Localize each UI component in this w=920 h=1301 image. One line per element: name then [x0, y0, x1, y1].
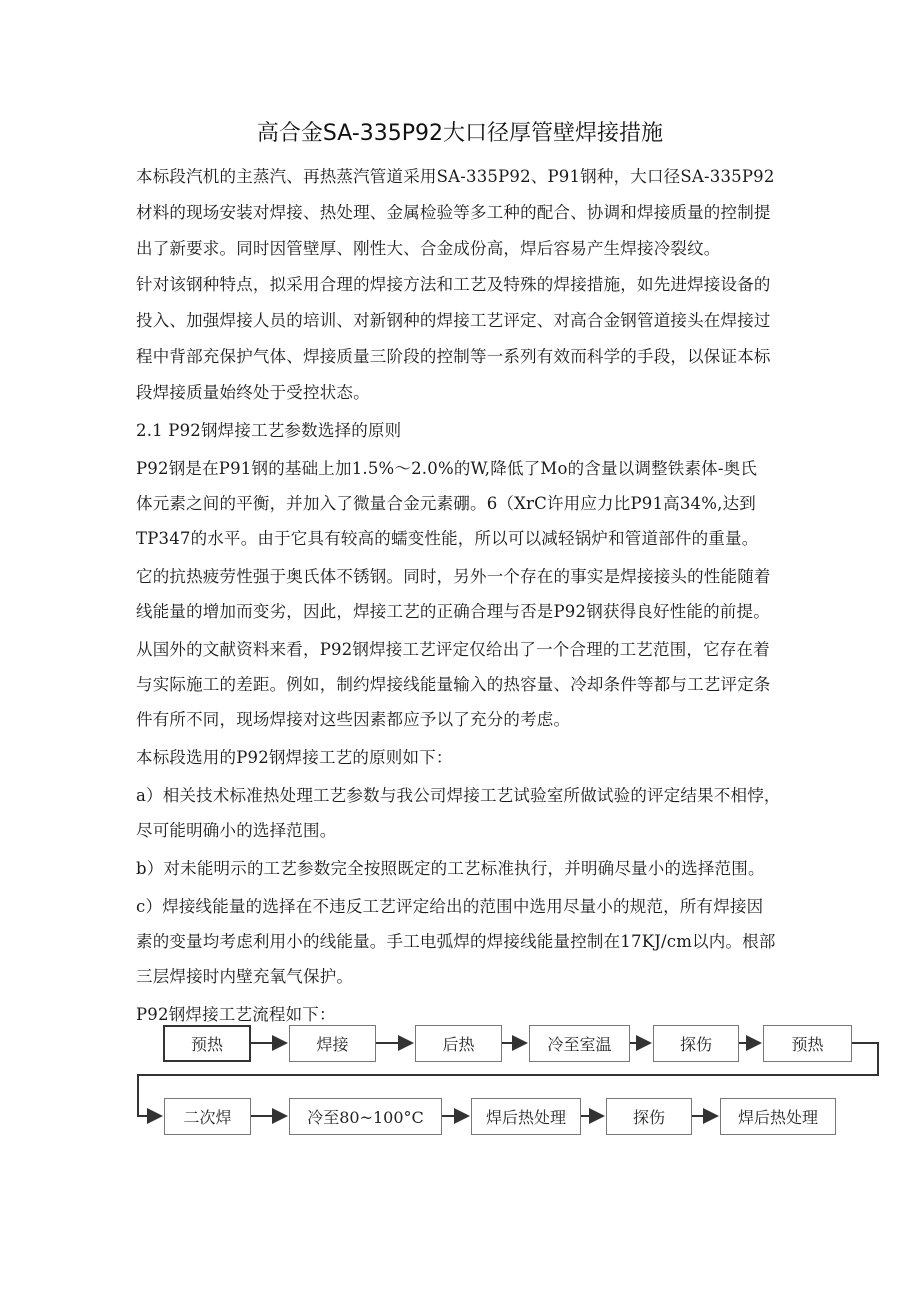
flow-step-inspect-2: 探伤 [606, 1098, 692, 1135]
list-item-a-cont: 尽可能明确小的选择范围。 [136, 821, 337, 840]
flow-step-pwht: 焊后热处理 [471, 1098, 581, 1135]
paragraph-line: TP347的水平。由于它具有较高的蠕变性能，所以可以减轻锅炉和管道部件的重量。 [136, 529, 759, 548]
list-item-a: a）相关技术标准热处理工艺参数与我公司焊接工艺试验室所做试验的评定结果不相悖， [136, 786, 781, 805]
flow-step-second-weld: 二次焊 [164, 1098, 251, 1135]
section-heading: 2.1 P92钢焊接工艺参数选择的原则 [136, 421, 402, 440]
flow-step-weld: 焊接 [289, 1025, 376, 1062]
paragraph-line: 它的抗热疲劳性强于奥氏体不锈钢。同时，另外一个存在的事实是焊接接头的性能随着 [136, 567, 771, 586]
paragraph-line: 本标段选用的P92钢焊接工艺的原则如下： [136, 748, 453, 767]
list-item-c-cont: 素的变量均考虑利用小的线能量。手工电弧焊的焊接线能量控制在17KJ/cm以内。根部 [136, 932, 776, 951]
paragraph-line: 体元素之间的平衡，并加入了微量合金元素硼。6（XrC许用应力比P91高34%,达到 [136, 494, 756, 513]
flow-step-preheat-2: 预热 [763, 1025, 852, 1062]
flow-step-cool-80-100: 冷至80~100°C [289, 1098, 442, 1135]
paragraph-line: 出了新要求。同时因管壁厚、刚性大、合金成份高，焊后容易产生焊接冷裂纹。 [136, 239, 721, 258]
flow-step-preheat: 预热 [163, 1025, 251, 1062]
flow-caption: P92钢焊接工艺流程如下： [136, 1005, 336, 1024]
list-item-c-cont: 三层焊接时内壁充氧气保护。 [136, 967, 354, 986]
paragraph-line: 段焊接质量始终处于受控状态。 [136, 383, 370, 402]
paragraph-line: 线能量的增加而变劣，因此，焊接工艺的正确合理与否是P92钢获得良好性能的前提。 [136, 602, 770, 621]
flow-step-inspect: 探伤 [653, 1025, 739, 1062]
paragraph-line: 投入、加强焊接人员的培训、对新钢种的焊接工艺评定、对高合金钢管道接头在焊接过 [136, 311, 771, 330]
paragraph-line: 程中背部充保护气体、焊接质量三阶段的控制等一系列有效而科学的手段，以保证本标 [136, 347, 771, 366]
flow-step-postheat: 后热 [415, 1025, 502, 1062]
paragraph-line: 本标段汽机的主蒸汽、再热蒸汽管道采用SA-335P92、P91钢种，大口径SA-335P92 [136, 167, 775, 186]
paragraph-line: 从国外的文献资料来看，P92钢焊接工艺评定仅给出了一个合理的工艺范围，它存在着 [136, 640, 770, 659]
paragraph-line: 针对该钢种特点，拟采用合理的焊接方法和工艺及特殊的焊接措施，如先进焊接设备的 [136, 275, 771, 294]
flow-step-pwht-2: 焊后热处理 [720, 1098, 836, 1135]
paragraph-line: 材料的现场安装对焊接、热处理、金属检验等多工种的配合、协调和焊接质量的控制提 [136, 203, 771, 222]
paragraph-line: 与实际施工的差距。例如，制约焊接线能量输入的热容量、冷却条件等都与工艺评定条 [136, 675, 771, 694]
flow-step-cool-room: 冷至室温 [529, 1025, 630, 1062]
document-title: 高合金SA-335P92大口径厚管壁焊接措施 [256, 121, 664, 146]
list-item-b: b）对未能明示的工艺参数完全按照既定的工艺标准执行，并明确尽量小的选择范围。 [136, 859, 765, 878]
list-item-c: c）焊接线能量的选择在不违反工艺评定给出的范围中选用尽量小的规范，所有焊接因 [136, 897, 764, 916]
paragraph-line: 件有所不同，现场焊接对这些因素都应予以了充分的考虑。 [136, 710, 571, 729]
paragraph-line: P92钢是在P91钢的基础上加1.5%～2.0%的W,降低了Mo的含量以调整铁素体-奥氏 [136, 459, 758, 478]
